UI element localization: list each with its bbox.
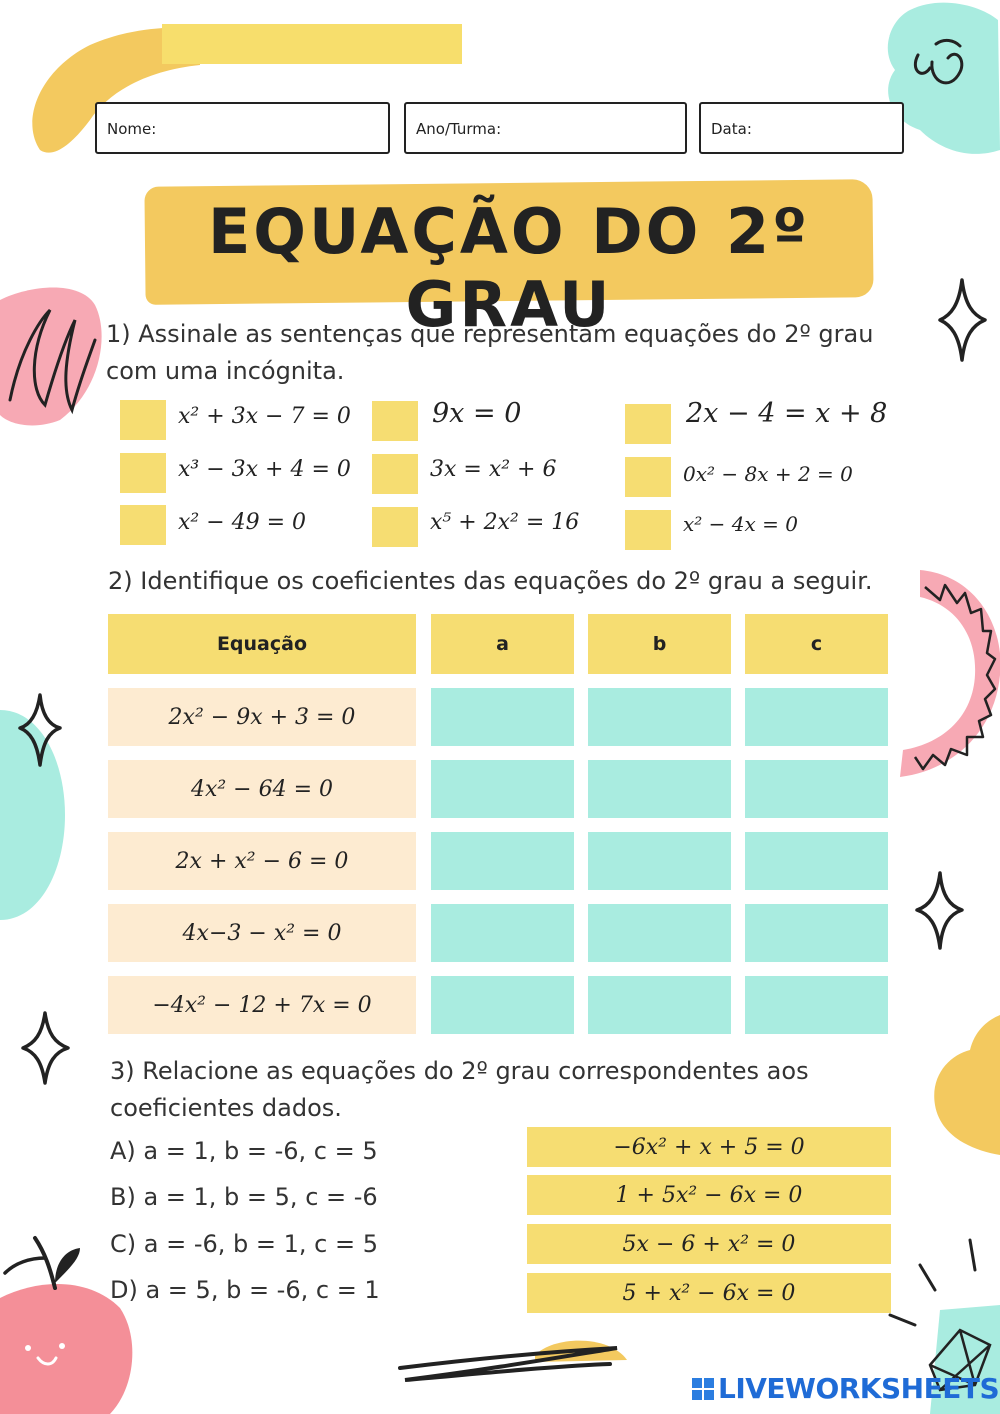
table-equation-cell: 4x² − 64 = 0 bbox=[108, 760, 416, 818]
decoration-sparkle-icon bbox=[912, 868, 967, 953]
option-c[interactable]: C) a = -6, b = 1, c = 5 bbox=[110, 1230, 378, 1258]
question-3-line-2: coeficientes dados. bbox=[110, 1094, 342, 1122]
answer-b-input[interactable] bbox=[588, 688, 731, 746]
table-header-b: b bbox=[588, 614, 731, 674]
option-b[interactable]: B) a = 1, b = 5, c = -6 bbox=[110, 1183, 378, 1211]
question-3-prompt bbox=[110, 1053, 890, 1127]
question-3-line-1: 3) Relacione as equações do 2º grau correspondentes aos bbox=[110, 1057, 809, 1085]
answer-c-input[interactable] bbox=[745, 976, 888, 1034]
option-a[interactable]: A) a = 1, b = -6, c = 5 bbox=[110, 1137, 378, 1165]
answer-b-input[interactable] bbox=[588, 760, 731, 818]
checkbox-8[interactable] bbox=[372, 507, 418, 547]
answer-b-input[interactable] bbox=[588, 976, 731, 1034]
decoration-yellow-blob-icon bbox=[930, 1015, 1000, 1155]
name-field[interactable] bbox=[95, 102, 390, 154]
page-title: EQUAÇÃO DO 2º GRAU bbox=[207, 195, 811, 341]
checkbox-4[interactable] bbox=[120, 453, 166, 493]
question-2-prompt: 2) Identifique os coeficientes das equações do 2º grau a seguir. bbox=[108, 567, 873, 595]
table-equation-cell: 2x + x² − 6 = 0 bbox=[108, 832, 416, 890]
option-d[interactable]: D) a = 5, b = -6, c = 1 bbox=[110, 1276, 380, 1304]
equation-option: 2x − 4 = x + 8 bbox=[686, 398, 888, 429]
equation-option: 9x = 0 bbox=[432, 398, 522, 429]
match-equation-2[interactable]: 1 + 5x² − 6x = 0 bbox=[527, 1175, 891, 1215]
decoration-scribble-line-icon bbox=[395, 1330, 635, 1390]
match-equation-3[interactable]: 5x − 6 + x² = 0 bbox=[527, 1224, 891, 1264]
answer-a-input[interactable] bbox=[431, 760, 574, 818]
match-equation-1[interactable]: −6x² + x + 5 = 0 bbox=[527, 1127, 891, 1167]
equation-option: x⁵ + 2x² = 16 bbox=[430, 510, 580, 535]
equation-option: x² − 49 = 0 bbox=[178, 510, 307, 535]
checkbox-6[interactable] bbox=[625, 457, 671, 497]
liveworksheets-brand: LIVEWORKSHEETS bbox=[718, 1372, 1000, 1405]
liveworksheets-logo-icon bbox=[692, 1378, 714, 1400]
decoration-sparkle-icon bbox=[18, 1008, 73, 1088]
answer-a-input[interactable] bbox=[431, 976, 574, 1034]
checkbox-1[interactable] bbox=[120, 400, 166, 440]
equation-option: 0x² − 8x + 2 = 0 bbox=[683, 462, 853, 486]
class-field-label: Ano/Turma: bbox=[416, 120, 502, 138]
answer-c-input[interactable] bbox=[745, 760, 888, 818]
match-equation-4[interactable]: 5 + x² − 6x = 0 bbox=[527, 1273, 891, 1313]
answer-c-input[interactable] bbox=[745, 832, 888, 890]
date-field-label: Data: bbox=[711, 120, 752, 138]
table-equation-cell: −4x² − 12 + 7x = 0 bbox=[108, 976, 416, 1034]
table-header-c: c bbox=[745, 614, 888, 674]
answer-b-input[interactable] bbox=[588, 904, 731, 962]
decoration-sparkle-icon bbox=[15, 690, 65, 770]
question-1-line-2: com uma incógnita. bbox=[106, 357, 345, 385]
equation-option: x³ − 3x + 4 = 0 bbox=[178, 457, 351, 482]
table-equation-cell: 4x−3 − x² = 0 bbox=[108, 904, 416, 962]
question-1-prompt bbox=[106, 316, 906, 390]
decoration-pink-scribble-icon bbox=[0, 280, 110, 430]
decoration-sparkle-icon bbox=[935, 275, 990, 365]
table-header-equation: Equação bbox=[108, 614, 416, 674]
table-equation-cell: 2x² − 9x + 3 = 0 bbox=[108, 688, 416, 746]
checkbox-3[interactable] bbox=[625, 404, 671, 444]
table-header-a: a bbox=[431, 614, 574, 674]
checkbox-9[interactable] bbox=[625, 510, 671, 550]
checkbox-2[interactable] bbox=[372, 401, 418, 441]
equation-option: 3x = x² + 6 bbox=[430, 457, 557, 482]
class-field[interactable] bbox=[404, 102, 687, 154]
name-field-label: Nome: bbox=[107, 120, 157, 138]
answer-c-input[interactable] bbox=[745, 688, 888, 746]
checkbox-7[interactable] bbox=[120, 505, 166, 545]
answer-a-input[interactable] bbox=[431, 832, 574, 890]
equation-option: x² + 3x − 7 = 0 bbox=[178, 404, 351, 429]
answer-a-input[interactable] bbox=[431, 688, 574, 746]
checkbox-5[interactable] bbox=[372, 454, 418, 494]
equation-option: x² − 4x = 0 bbox=[683, 512, 798, 536]
question-1-line-1: 1) Assinale as sentenças que representam equações do 2º grau bbox=[106, 320, 874, 348]
answer-b-input[interactable] bbox=[588, 832, 731, 890]
date-field[interactable] bbox=[699, 102, 904, 154]
answer-a-input[interactable] bbox=[431, 904, 574, 962]
answer-c-input[interactable] bbox=[745, 904, 888, 962]
